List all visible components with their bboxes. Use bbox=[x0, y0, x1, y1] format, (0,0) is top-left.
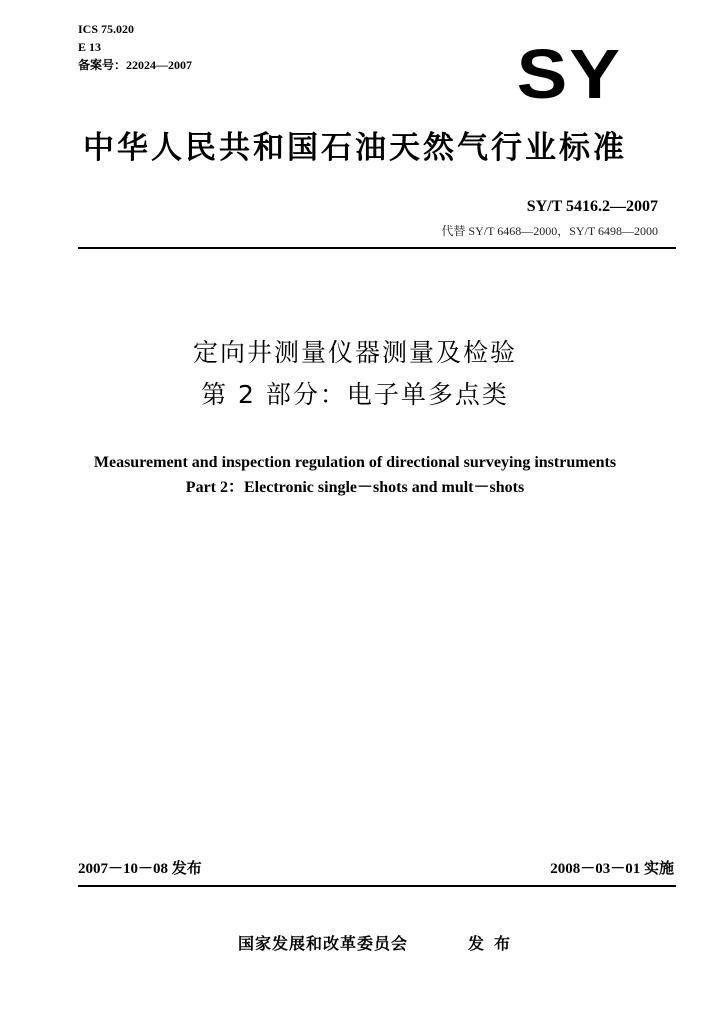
implement-date: 2008－03－01 实施 bbox=[550, 861, 674, 877]
ics-code: ICS 75.020 bbox=[78, 22, 135, 36]
issuer-action: 发布 bbox=[468, 934, 521, 953]
sy-logo: SY bbox=[516, 35, 622, 114]
issue-date: 2007－10－08 发布 bbox=[78, 861, 202, 877]
bottom-divider bbox=[78, 885, 676, 887]
category-code: E 13 bbox=[78, 40, 102, 54]
title-en-line2: Part 2：Electronic single－shots and mult－shots bbox=[185, 479, 525, 496]
standard-code: SY/T 5416.2—2007 bbox=[526, 198, 658, 215]
standard-title: 中华人民共和国石油天然气行业标准 bbox=[83, 130, 627, 166]
top-divider bbox=[78, 247, 676, 249]
record-number: 备案号：22024—2007 bbox=[78, 58, 193, 72]
title-cn-line2: 第 2 部分：电子单多点类 bbox=[201, 380, 509, 409]
title-en-line1: Measurement and inspection regulation of directional surveying instruments bbox=[93, 454, 617, 471]
title-cn-line1: 定向井测量仪器测量及检验 bbox=[192, 338, 517, 367]
issuer-name: 国家发展和改革委员会 bbox=[238, 934, 409, 953]
replaces-note: 代替 SY/T 6468—2000，SY/T 6498—2000 bbox=[441, 224, 658, 238]
